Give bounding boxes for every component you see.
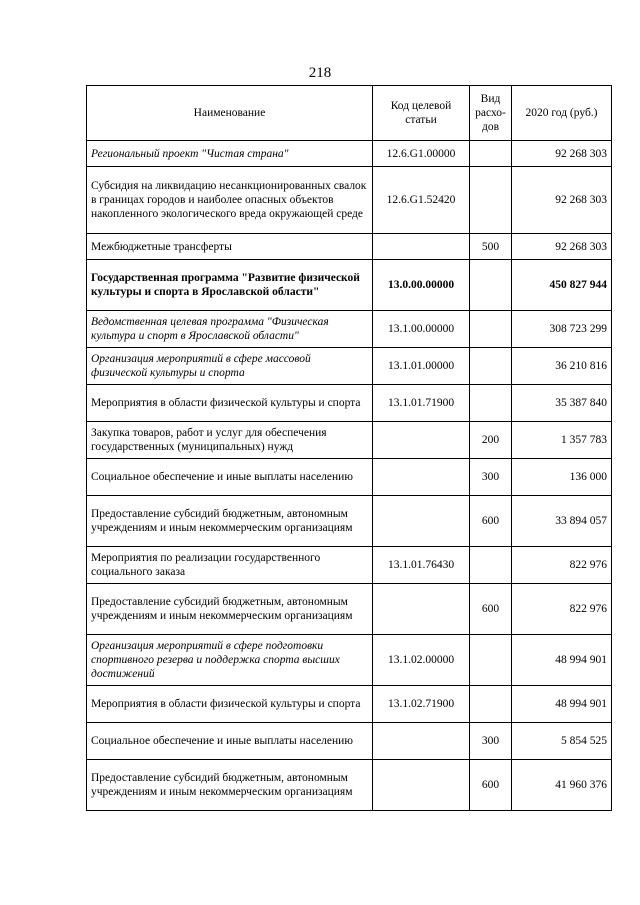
table-row <box>87 422 612 459</box>
row-amount: 35 387 840 <box>512 385 612 422</box>
row-amount: 92 268 303 <box>512 141 612 167</box>
row-code <box>373 459 470 496</box>
row-name: Ведомственная целевая программа "Физическая культура и спорт в Ярославской области" <box>87 311 373 348</box>
row-code: 13.1.01.76430 <box>373 547 470 584</box>
table-row <box>87 459 612 496</box>
row-kind: 600 <box>470 496 512 547</box>
row-kind <box>470 167 512 234</box>
row-kind: 300 <box>470 459 512 496</box>
row-kind: 300 <box>470 723 512 760</box>
row-kind: 600 <box>470 760 512 811</box>
row-code: 12.6.G1.52420 <box>373 167 470 234</box>
row-name: Организация мероприятий в сфере подготовки спортивного резерва и поддержка спорта высших достижений <box>87 635 373 686</box>
row-name: Закупка товаров, работ и услуг для обеспечения государственных (муниципальных) нужд <box>87 422 373 459</box>
row-code: 13.1.02.00000 <box>373 635 470 686</box>
table-row <box>87 686 612 723</box>
table-row <box>87 496 612 547</box>
row-kind: 600 <box>470 584 512 635</box>
row-name: Предоставление субсидий бюджетным, автономным учреждениям и иным некоммерческим организациям <box>87 496 373 547</box>
row-amount: 136 000 <box>512 459 612 496</box>
table-row <box>87 260 612 311</box>
budget-table <box>86 85 612 811</box>
table-row <box>87 167 612 234</box>
row-code: 13.1.02.71900 <box>373 686 470 723</box>
row-code: 13.1.00.00000 <box>373 311 470 348</box>
row-code <box>373 496 470 547</box>
row-amount: 92 268 303 <box>512 167 612 234</box>
row-amount: 450 827 944 <box>512 260 612 311</box>
row-name: Организация мероприятий в сфере массовой физической культуры и спорта <box>87 348 373 385</box>
row-code <box>373 723 470 760</box>
table-body <box>87 141 612 811</box>
header-name: Наименование <box>87 86 373 141</box>
table-row <box>87 635 612 686</box>
table-row <box>87 385 612 422</box>
row-amount: 41 960 376 <box>512 760 612 811</box>
row-code <box>373 584 470 635</box>
table-row <box>87 311 612 348</box>
row-name: Межбюджетные трансферты <box>87 234 373 260</box>
row-code: 13.0.00.00000 <box>373 260 470 311</box>
table-row <box>87 141 612 167</box>
table-row <box>87 234 612 260</box>
header-code: Код целевой статьи <box>373 86 470 141</box>
row-amount: 308 723 299 <box>512 311 612 348</box>
header-kind: Вид расхо-дов <box>470 86 512 141</box>
row-name: Предоставление субсидий бюджетным, автономным учреждениям и иным некоммерческим организациям <box>87 584 373 635</box>
row-amount: 5 854 525 <box>512 723 612 760</box>
row-name: Мероприятия в области физической культуры и спорта <box>87 686 373 723</box>
row-name: Субсидия на ликвидацию несанкционированных свалок в границах городов и наиболее опасных объектов накопленного экологического вреда окружающей среде <box>87 167 373 234</box>
table-header-row <box>87 86 612 141</box>
row-kind <box>470 686 512 723</box>
row-code <box>373 422 470 459</box>
row-kind <box>470 260 512 311</box>
row-code: 12.6.G1.00000 <box>373 141 470 167</box>
row-code <box>373 760 470 811</box>
row-kind <box>470 348 512 385</box>
row-amount: 822 976 <box>512 584 612 635</box>
row-code: 13.1.01.00000 <box>373 348 470 385</box>
row-amount: 48 994 901 <box>512 686 612 723</box>
row-name: Социальное обеспечение и иные выплаты населению <box>87 723 373 760</box>
row-name: Социальное обеспечение и иные выплаты населению <box>87 459 373 496</box>
row-kind <box>470 311 512 348</box>
row-kind: 500 <box>470 234 512 260</box>
row-kind <box>470 141 512 167</box>
row-code <box>373 234 470 260</box>
row-amount: 1 357 783 <box>512 422 612 459</box>
row-name: Предоставление субсидий бюджетным, автономным учреждениям и иным некоммерческим организациям <box>87 760 373 811</box>
table-row <box>87 584 612 635</box>
table-row <box>87 348 612 385</box>
row-kind <box>470 635 512 686</box>
row-amount: 822 976 <box>512 547 612 584</box>
row-amount: 92 268 303 <box>512 234 612 260</box>
row-amount: 36 210 816 <box>512 348 612 385</box>
row-kind: 200 <box>470 422 512 459</box>
row-kind <box>470 547 512 584</box>
row-amount: 33 894 057 <box>512 496 612 547</box>
header-amount: 2020 год (руб.) <box>512 86 612 141</box>
row-name: Государственная программа "Развитие физической культуры и спорта в Ярославской области" <box>87 260 373 311</box>
row-name: Мероприятия в области физической культуры и спорта <box>87 385 373 422</box>
table-row <box>87 760 612 811</box>
table-row <box>87 723 612 760</box>
row-code: 13.1.01.71900 <box>373 385 470 422</box>
table-row <box>87 547 612 584</box>
row-name: Региональный проект "Чистая страна" <box>87 141 373 167</box>
row-name: Мероприятия по реализации государственного социального заказа <box>87 547 373 584</box>
page-number: 218 <box>308 65 332 81</box>
row-kind <box>470 385 512 422</box>
row-amount: 48 994 901 <box>512 635 612 686</box>
